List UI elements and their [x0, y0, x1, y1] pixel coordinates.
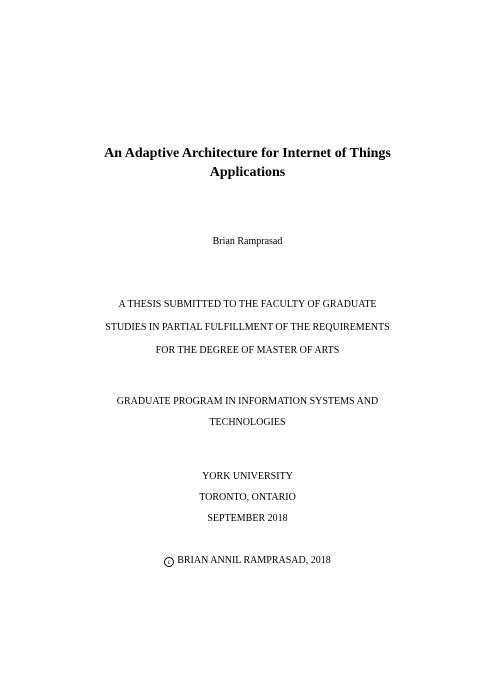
thesis-title-line-2: Applications [209, 165, 286, 180]
thesis-statement-line-2: STUDIES IN PARTIAL FULFILLMENT OF THE REQUIREMENTS [105, 322, 390, 333]
copyright-line [0, 556, 495, 567]
program-line-1: GRADUATE PROGRAM IN INFORMATION SYSTEMS AND [116, 396, 379, 407]
thesis-statement-line-1: A THESIS SUBMITTED TO THE FACULTY OF GRADUATE [118, 299, 377, 310]
author-name: Brian Ramprasad [212, 236, 283, 247]
university-name: YORK UNIVERSITY [202, 471, 293, 482]
copyright-icon: c [164, 557, 174, 567]
university-location: TORONTO, ONTARIO [199, 492, 296, 503]
thesis-statement-line-3: FOR THE DEGREE OF MASTER OF ARTS [155, 345, 340, 356]
submission-date: SEPTEMBER 2018 [207, 513, 288, 524]
thesis-title-line-1: An Adaptive Architecture for Internet of Things [104, 146, 391, 161]
copyright-text: BRIAN ANNIL RAMPRASAD, 2018 [177, 555, 331, 566]
program-line-2: TECHNOLOGIES [209, 417, 286, 428]
